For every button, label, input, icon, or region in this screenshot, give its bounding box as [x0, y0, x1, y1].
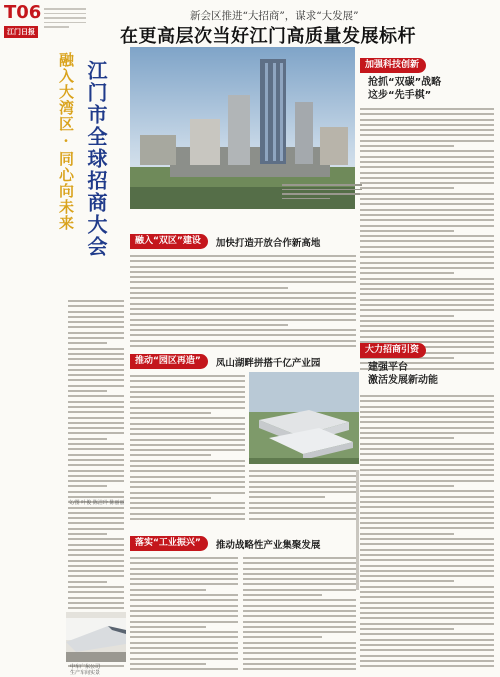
text-line — [68, 491, 124, 493]
headline-kicker: 新会区推进“大招商”，谋求“大发展” — [190, 10, 359, 22]
text-line — [68, 575, 124, 577]
text-line — [360, 665, 494, 667]
train-caption-line-2: 生产车间实景 — [70, 670, 101, 676]
text-line — [130, 663, 206, 665]
text-line — [360, 437, 454, 439]
text-line — [360, 150, 494, 152]
text-line — [68, 326, 124, 328]
text-line — [68, 591, 124, 593]
text-line — [360, 267, 494, 269]
text-line — [360, 554, 494, 556]
text-line — [68, 480, 124, 482]
text-line — [360, 512, 494, 514]
header-meta — [44, 8, 86, 31]
text-line — [68, 385, 124, 387]
section-5-header — [130, 536, 320, 551]
text-line — [360, 140, 494, 142]
text-line — [360, 240, 494, 242]
text-line — [249, 481, 357, 483]
section-2-text — [130, 255, 356, 350]
text-line — [130, 375, 245, 377]
text-line — [249, 486, 357, 488]
text-line — [130, 401, 245, 403]
text-line — [243, 631, 356, 633]
text-line — [130, 380, 245, 382]
train-photo — [66, 612, 126, 662]
text-line — [360, 469, 494, 471]
section-4-tag-label: 大力招商引资 — [360, 343, 426, 358]
text-line — [130, 668, 238, 670]
text-line — [130, 334, 356, 336]
text-line — [68, 311, 124, 313]
text-line — [360, 124, 494, 126]
text-line — [360, 490, 494, 492]
text-line — [360, 330, 494, 332]
text-line — [360, 421, 494, 423]
text-line — [130, 589, 206, 591]
text-line — [68, 406, 124, 408]
section-2-subtitle: 加快打造开放合作新高地 — [215, 237, 321, 249]
text-line — [243, 605, 356, 607]
text-line — [243, 589, 356, 591]
text-line — [130, 647, 238, 649]
text-line — [360, 108, 494, 110]
text-line — [360, 522, 494, 524]
section-3-text-right — [249, 470, 357, 525]
text-line — [243, 583, 356, 585]
text-line — [130, 507, 245, 509]
section-3-tag: 推动“园区再造” — [130, 354, 208, 369]
text-line — [243, 573, 356, 575]
text-line — [68, 581, 107, 583]
text-line — [360, 644, 494, 646]
text-line — [243, 594, 322, 596]
section-3-subtitle: 凤山湖畔拼搭千亿产业园 — [215, 357, 321, 369]
text-line — [360, 649, 494, 651]
text-line — [68, 438, 107, 440]
text-line — [130, 583, 238, 585]
text-line — [243, 599, 356, 601]
text-line — [68, 353, 124, 355]
section-4-tag — [360, 343, 426, 358]
text-line — [360, 262, 494, 264]
text-line — [243, 578, 356, 580]
text-line — [360, 315, 454, 317]
text-line — [360, 411, 494, 413]
section-4-text — [360, 395, 494, 673]
text-line — [360, 427, 494, 429]
text-line — [360, 161, 494, 163]
text-line — [360, 246, 494, 248]
text-line — [243, 652, 356, 654]
section-4-title-line-2: 激活发展新动能 — [368, 375, 438, 386]
text-line — [68, 390, 107, 392]
text-line — [68, 560, 124, 562]
text-line — [68, 305, 124, 307]
text-line — [360, 596, 494, 598]
text-line — [130, 605, 238, 607]
text-line — [68, 597, 124, 599]
text-line — [130, 324, 288, 326]
text-line — [68, 565, 124, 567]
text-line — [360, 617, 494, 619]
text-line — [360, 602, 494, 604]
text-line — [360, 293, 494, 295]
train-caption-line-1: 中车广东公司 — [70, 664, 101, 670]
text-line — [68, 528, 124, 530]
text-line — [130, 518, 245, 520]
text-line — [243, 562, 356, 564]
text-line — [360, 639, 494, 641]
text-line — [130, 642, 238, 644]
text-line — [360, 580, 454, 582]
text-line — [130, 260, 356, 262]
text-line — [130, 412, 211, 414]
text-line — [130, 423, 245, 425]
text-line — [68, 602, 124, 604]
side-caption — [356, 470, 359, 590]
text-line — [68, 443, 124, 445]
text-line — [130, 454, 211, 456]
section-3-text-left — [130, 375, 245, 525]
text-line — [360, 517, 494, 519]
section-1-title — [368, 76, 441, 102]
section-1-text — [360, 108, 494, 373]
section-4-title — [368, 361, 438, 387]
text-line — [130, 329, 356, 331]
text-line — [360, 607, 494, 609]
text-line — [360, 193, 494, 195]
text-line — [130, 396, 245, 398]
text-line — [360, 156, 494, 158]
text-line — [360, 304, 494, 306]
text-line — [130, 557, 238, 559]
text-line — [243, 610, 356, 612]
text-line — [130, 513, 245, 515]
text-line — [68, 316, 124, 318]
text-line — [360, 406, 494, 408]
text-line — [360, 278, 494, 280]
text-line — [68, 554, 124, 556]
text-line — [68, 432, 124, 434]
text-line — [360, 172, 494, 174]
text-line — [243, 658, 356, 660]
text-line — [68, 538, 124, 540]
text-line — [360, 655, 494, 657]
text-line — [360, 113, 494, 115]
text-line — [360, 187, 454, 189]
text-line — [130, 345, 356, 347]
text-line — [68, 364, 124, 366]
text-line — [130, 313, 356, 315]
text-line — [249, 491, 357, 493]
text-line — [360, 480, 494, 482]
text-line — [68, 358, 124, 360]
text-line — [130, 626, 206, 628]
text-line — [249, 502, 357, 504]
text-line — [130, 631, 238, 633]
text-line — [130, 476, 245, 478]
text-line — [130, 449, 245, 451]
section-1-tag-label: 加强科技创新 — [360, 58, 426, 73]
text-line — [360, 251, 494, 253]
text-line — [130, 562, 238, 564]
text-line — [130, 652, 238, 654]
text-line — [243, 568, 356, 570]
photo-caption — [282, 184, 362, 202]
text-line — [360, 533, 454, 535]
text-line — [360, 166, 494, 168]
text-line — [130, 255, 356, 257]
text-line — [68, 512, 124, 514]
text-line — [130, 303, 356, 305]
text-line — [130, 287, 288, 289]
text-line — [360, 623, 494, 625]
section-5-subtitle: 推动战略性产业集聚发展 — [215, 539, 321, 551]
text-line — [249, 507, 357, 509]
text-line — [360, 219, 494, 221]
text-line — [68, 342, 107, 344]
section-5-text-b — [243, 557, 356, 673]
text-line — [130, 297, 356, 299]
credits: 文/图 叶俊 陈洁玲 陈丽丽 — [68, 500, 125, 506]
text-line — [360, 453, 494, 455]
text-line — [243, 626, 356, 628]
text-line — [243, 668, 356, 670]
text-line — [68, 459, 124, 461]
text-line — [360, 177, 494, 179]
text-line — [130, 621, 238, 623]
section-1-title-line-2: 这步“先手棋” — [368, 90, 432, 101]
text-line — [360, 209, 494, 211]
text-line — [360, 443, 494, 445]
text-line — [360, 129, 494, 131]
text-line — [68, 448, 124, 450]
text-line — [68, 395, 124, 397]
page-number: T06 — [4, 2, 42, 23]
text-line — [130, 502, 245, 504]
text-line — [130, 271, 356, 273]
text-line — [360, 203, 494, 205]
section-2-header — [130, 234, 320, 249]
side-slogan: 融入大湾区·同心向未来 — [57, 52, 75, 231]
text-line — [68, 300, 124, 302]
text-line — [68, 417, 124, 419]
text-line — [360, 225, 494, 227]
text-line — [360, 559, 494, 561]
text-line — [68, 485, 107, 487]
text-line — [360, 309, 494, 311]
text-line — [68, 496, 124, 498]
text-line — [68, 337, 124, 339]
text-line — [360, 416, 494, 418]
text-line — [360, 448, 494, 450]
text-line — [130, 470, 245, 472]
text-line — [360, 119, 494, 121]
text-line — [360, 288, 494, 290]
text-line — [130, 428, 245, 430]
text-line — [360, 612, 494, 614]
text-line — [130, 439, 245, 441]
text-line — [130, 497, 211, 499]
text-line — [130, 486, 245, 488]
text-line — [68, 422, 124, 424]
text-line — [130, 407, 245, 409]
text-line — [360, 464, 494, 466]
train-caption — [70, 664, 100, 676]
text-line — [130, 568, 238, 570]
section-4-title-line-1: 建强平台 — [368, 362, 408, 373]
paper-logo: 江门日报 — [4, 26, 38, 38]
text-line — [360, 628, 454, 630]
text-line — [243, 557, 356, 559]
text-line — [130, 433, 245, 435]
text-line — [68, 544, 124, 546]
text-line — [130, 610, 238, 612]
section-1-tag — [360, 58, 426, 73]
text-line — [360, 459, 494, 461]
text-line — [243, 647, 356, 649]
text-line — [360, 474, 494, 476]
text-line — [130, 340, 356, 342]
text-line — [360, 256, 494, 258]
text-line — [243, 636, 322, 638]
text-line — [130, 276, 356, 278]
text-line — [68, 369, 124, 371]
text-line — [68, 470, 124, 472]
text-line — [68, 464, 124, 466]
text-line — [68, 379, 124, 381]
text-line — [360, 325, 494, 327]
text-line — [68, 321, 124, 323]
text-line — [68, 607, 124, 609]
text-line — [130, 573, 238, 575]
headline-main: 在更高层次当好江门高质量发展标杆 — [120, 26, 416, 47]
text-line — [68, 533, 107, 535]
text-line — [130, 266, 356, 268]
industrial-park-photo — [249, 372, 359, 464]
text-line — [130, 481, 245, 483]
text-line — [360, 214, 494, 216]
text-line — [360, 145, 454, 147]
text-line — [243, 615, 356, 617]
text-line — [360, 134, 494, 136]
text-line — [68, 549, 124, 551]
section-5-tag: 落实“工业振兴” — [130, 536, 208, 551]
text-line — [68, 332, 124, 334]
text-line — [68, 517, 124, 519]
text-line — [130, 460, 245, 462]
text-line — [130, 292, 356, 294]
text-line — [360, 570, 494, 572]
text-line — [130, 319, 356, 321]
text-line — [360, 506, 494, 508]
text-line — [360, 299, 494, 301]
text-line — [360, 538, 494, 540]
text-line — [130, 615, 238, 617]
text-line — [68, 475, 124, 477]
text-line — [360, 496, 494, 498]
text-line — [68, 454, 124, 456]
text-line — [130, 594, 238, 596]
text-line — [130, 599, 238, 601]
text-line — [130, 308, 356, 310]
text-line — [130, 578, 238, 580]
text-line — [68, 522, 124, 524]
text-line — [130, 417, 245, 419]
text-line — [68, 570, 124, 572]
text-line — [68, 427, 124, 429]
text-line — [68, 348, 124, 350]
text-line — [243, 642, 356, 644]
text-line — [360, 336, 494, 338]
text-line — [360, 543, 494, 545]
text-line — [360, 660, 494, 662]
text-line — [360, 230, 454, 232]
page-header — [0, 0, 500, 47]
section-1-title-line-1: 抢抓“双碳”战略 — [368, 77, 442, 88]
text-line — [360, 633, 494, 635]
text-line — [360, 591, 494, 593]
text-line — [360, 432, 494, 434]
text-line — [130, 386, 245, 388]
text-line — [249, 470, 357, 472]
text-line — [249, 512, 357, 514]
text-line — [360, 395, 494, 397]
text-line — [360, 283, 494, 285]
text-line — [360, 575, 494, 577]
text-line — [249, 496, 325, 498]
text-line — [130, 281, 356, 283]
text-line — [360, 235, 494, 237]
text-line — [360, 485, 454, 487]
text-line — [360, 182, 494, 184]
section-5-text-a — [130, 557, 238, 673]
text-line — [130, 391, 245, 393]
text-line — [360, 549, 494, 551]
text-line — [249, 518, 357, 520]
text-line — [360, 198, 494, 200]
text-line — [360, 501, 494, 503]
text-line — [249, 475, 357, 477]
text-line — [68, 374, 124, 376]
text-line — [68, 586, 124, 588]
text-line — [243, 663, 356, 665]
text-line — [130, 658, 238, 660]
text-line — [243, 621, 356, 623]
section-2-tag: 融入“双区”建设 — [130, 234, 208, 249]
text-line — [68, 411, 124, 413]
text-line — [360, 400, 494, 402]
text-line — [130, 636, 238, 638]
text-line — [360, 586, 494, 588]
text-line — [130, 444, 245, 446]
text-line — [68, 401, 124, 403]
section-3-header — [130, 354, 320, 369]
text-line — [130, 492, 245, 494]
text-line — [130, 465, 245, 467]
text-line — [360, 527, 494, 529]
text-line — [360, 272, 454, 274]
vertical-title: 江门市全球招商大会 — [84, 60, 108, 258]
text-line — [360, 565, 494, 567]
text-line — [360, 320, 494, 322]
